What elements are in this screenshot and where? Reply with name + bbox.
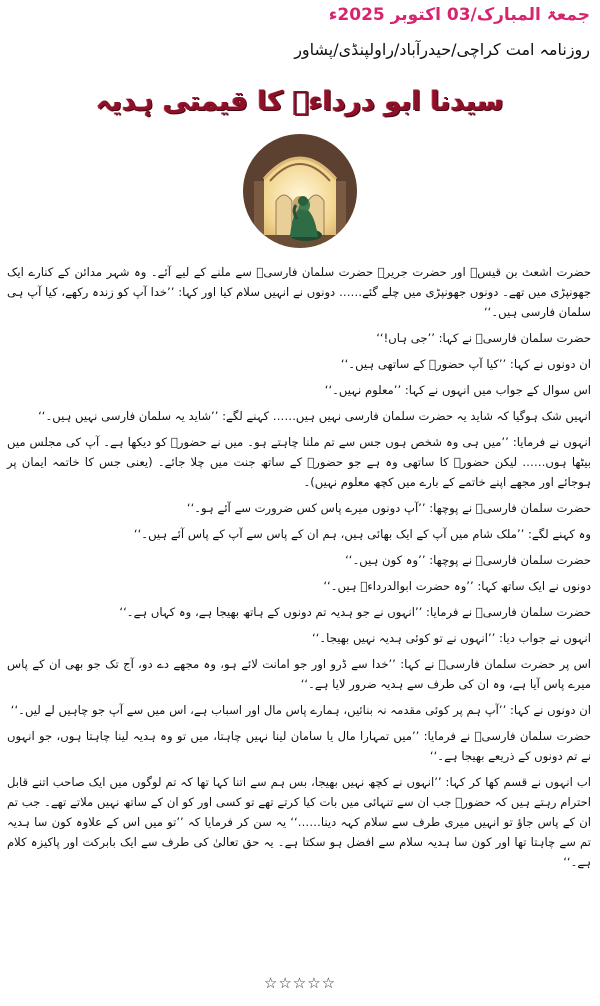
article-paragraph: وہ کہنے لگے: ’’ملک شام میں آپ کے ایک بھائی ہیں، ہم ان کے پاس سے آپ کے پاس آئے ہیں۔‘‘ [133, 527, 591, 541]
article-paragraph: حضرت سلمان فارسیؓ نے کہا: ’’جی ہاں!‘‘ [376, 331, 591, 345]
article-paragraph: انہیں شک ہوگیا کہ شاید یہ حضرت سلمان فارسی نہیں ہیں…… کہنے لگے: ’’شاید یہ سلمان فارسی نہیں ہیں۔‘‘ [38, 409, 591, 423]
article-paragraph: ان دونوں نے کہا: ’’کیا آپ حضورؐ کے ساتھی ہیں۔‘‘ [340, 357, 591, 371]
article-paragraph: اب انہوں نے قسم کھا کر کہا: ’’انہوں نے کچھ نہیں بھیجا، بس ہم سے اتنا کہا تھا کہ تم لوگوں میں ایک صاحب اتنے قابل احترام رہتے ہیں کہ حضورؐ جب ان سے تنہائی میں بات کیا کرتے تھے تو کسی اور کو ان کے ساتھ نہیں ملاتے تھے۔ جب تم ان کے پاس جاؤ تو انہیں میری طرف سے سلام کہہ دینا……‘‘ یہ سن کر فرمایا کہ ’’تو میں اس کے علاوہ کون سا ہدیہ تم سے چاہتا تھا اور کون سا ہدیہ سلام سے افضل ہو سکتا ہے۔ یہ حق تعالیٰ کی طرف سے ایک بابرکت اور پاکیزہ کلام ہے۔‘‘ [7, 775, 591, 869]
publication-date: جمعۃ المبارک/03 اکتوبر 2025ء [328, 5, 590, 25]
mosque-illustration [240, 131, 360, 251]
article-paragraph: اس سوال کے جواب میں انہوں نے کہا: ’’معلوم نہیں۔‘‘ [324, 383, 591, 397]
article-paragraph: حضرت اشعث بن قیسؒ اور حضرت جریرؒ حضرت سلمان فارسیؓ سے ملنے کے لیے آئے۔ وہ شہر مدائن کے کنارے ایک جھونپڑی میں تھے۔ دونوں جھونپڑی میں چلے گئے…… دونوں نے انہیں سلام کیا اور کہا: ’’خدا آپ کو زندہ رکھے، کیا آپ ہی سلمان فارسی ہیں۔‘‘ [7, 265, 591, 319]
article-paragraph: حضرت سلمان فارسیؓ نے فرمایا: ’’انہوں نے جو ہدیہ تم دونوں کے ہاتھ بھیجا ہے، وہ کہاں ہے۔‘‘ [119, 605, 591, 619]
article-body [7, 262, 591, 878]
article-paragraph: دونوں نے ایک ساتھ کہا: ’’وہ حضرت ابوالدرداءؓ ہیں۔‘‘ [323, 579, 591, 593]
article-paragraph: انہوں نے جواب دیا: ’’انہوں نے تو کوئی ہدیہ نہیں بھیجا۔‘‘ [312, 631, 591, 645]
mosque-arch-icon [240, 131, 360, 251]
article-paragraph: ان دونوں نے کہا: ’’آپ ہم پر کوئی مقدمہ نہ بنائیں، ہمارے پاس مال اور اسباب ہے، اس میں سے آپ جو چاہیں لے لیں۔‘‘ [10, 703, 591, 717]
article-paragraph: حضرت سلمان فارسیؓ نے پوچھا: ’’آپ دونوں میرے پاس کس ضرورت سے آئے ہو۔‘‘ [186, 501, 591, 515]
end-stars-divider: ☆☆☆☆☆ [263, 974, 337, 992]
article-title: سیدنا ابو درداءؓ کا قیمتی ہدیہ [96, 86, 504, 117]
article-paragraph: حضرت سلمان فارسیؓ نے فرمایا: ’’میں تمہارا مال یا سامان لینا نہیں چاہتا، میں تو وہ ہدیہ لینا چاہتا ہوں، جو انہوں نے تم دونوں کے ذریعے بھیجا ہے۔‘‘ [7, 729, 591, 763]
article-paragraph: اس پر حضرت سلمان فارسیؓ نے کہا: ’’خدا سے ڈرو اور جو امانت لائے ہو، وہ مجھے دے دو، آج تک جو بھی ان کے پاس میرے پاس آیا ہے، وہ ان کی طرف سے ہدیہ ضرور لایا ہے۔‘‘ [7, 657, 591, 691]
article-paragraph: حضرت سلمان فارسیؓ نے پوچھا: ’’وہ کون ہیں۔‘‘ [345, 553, 591, 567]
article-paragraph: انہوں نے فرمایا: ’’میں ہی وہ شخص ہوں جس سے تم ملنا چاہتے ہو۔ میں نے حضورؐ کو دیکھا ہے۔ آپ کی مجلس میں بیٹھا ہوں…… لیکن حضورؐ کا ساتھی وہ ہے جو حضورؐ کے ساتھ جنت میں چلا جائے۔ (یعنی جس کا خاتمہ ایمان پر ہوجائے اور مجھے اپنے خاتمے کے بارے میں کچھ معلوم نہیں)۔ [7, 435, 591, 489]
newspaper-source-line: روزنامہ امت کراچی/حیدرآباد/راولپنڈی/پشاور [294, 40, 590, 59]
